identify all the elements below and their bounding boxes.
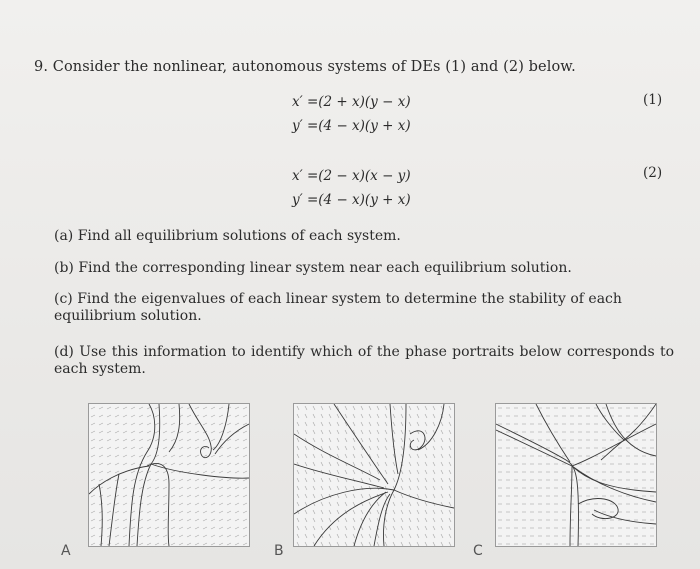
portrait-label-b: B [274,543,284,559]
part-d: (d) Use this information to identify which of the phase portraits below corresponds to each system. [54,344,674,377]
portrait-label-a: A [61,543,71,559]
part-b: (b) Find the corresponding linear system near each equilibrium solution. [54,260,572,276]
direction-field [294,404,454,546]
phase-portrait-b [293,403,455,547]
phase-portrait-b-graphic [294,404,454,546]
portrait-label-c: C [473,543,483,559]
part-c: (c) Find the eigenvalues of each linear system to determine the stability of each equilibrium solution. [54,291,622,324]
system-1-eq-y: y′ =(4 − x)(y + x) [292,118,411,134]
system-2-eq-x: x′ =(2 − x)(x − y) [292,168,411,184]
phase-portrait-c-graphic [496,404,656,546]
system-1-eq-x: x′ =(2 + x)(y − x) [292,94,411,110]
phase-portrait-a-graphic [89,404,249,546]
system-1-label: (1) [643,92,663,108]
phase-portrait-c [495,403,657,547]
question-text: Consider the nonlinear, autonomous systems of DEs (1) and (2) below. [52,59,576,75]
part-a: (a) Find all equilibrium solutions of each system. [54,228,401,244]
phase-portrait-a [88,403,250,547]
system-2-eq-y: y′ =(4 − x)(y + x) [292,192,411,208]
question-heading [34,59,576,75]
question-number: 9. [34,59,49,75]
system-2-label: (2) [643,165,663,181]
